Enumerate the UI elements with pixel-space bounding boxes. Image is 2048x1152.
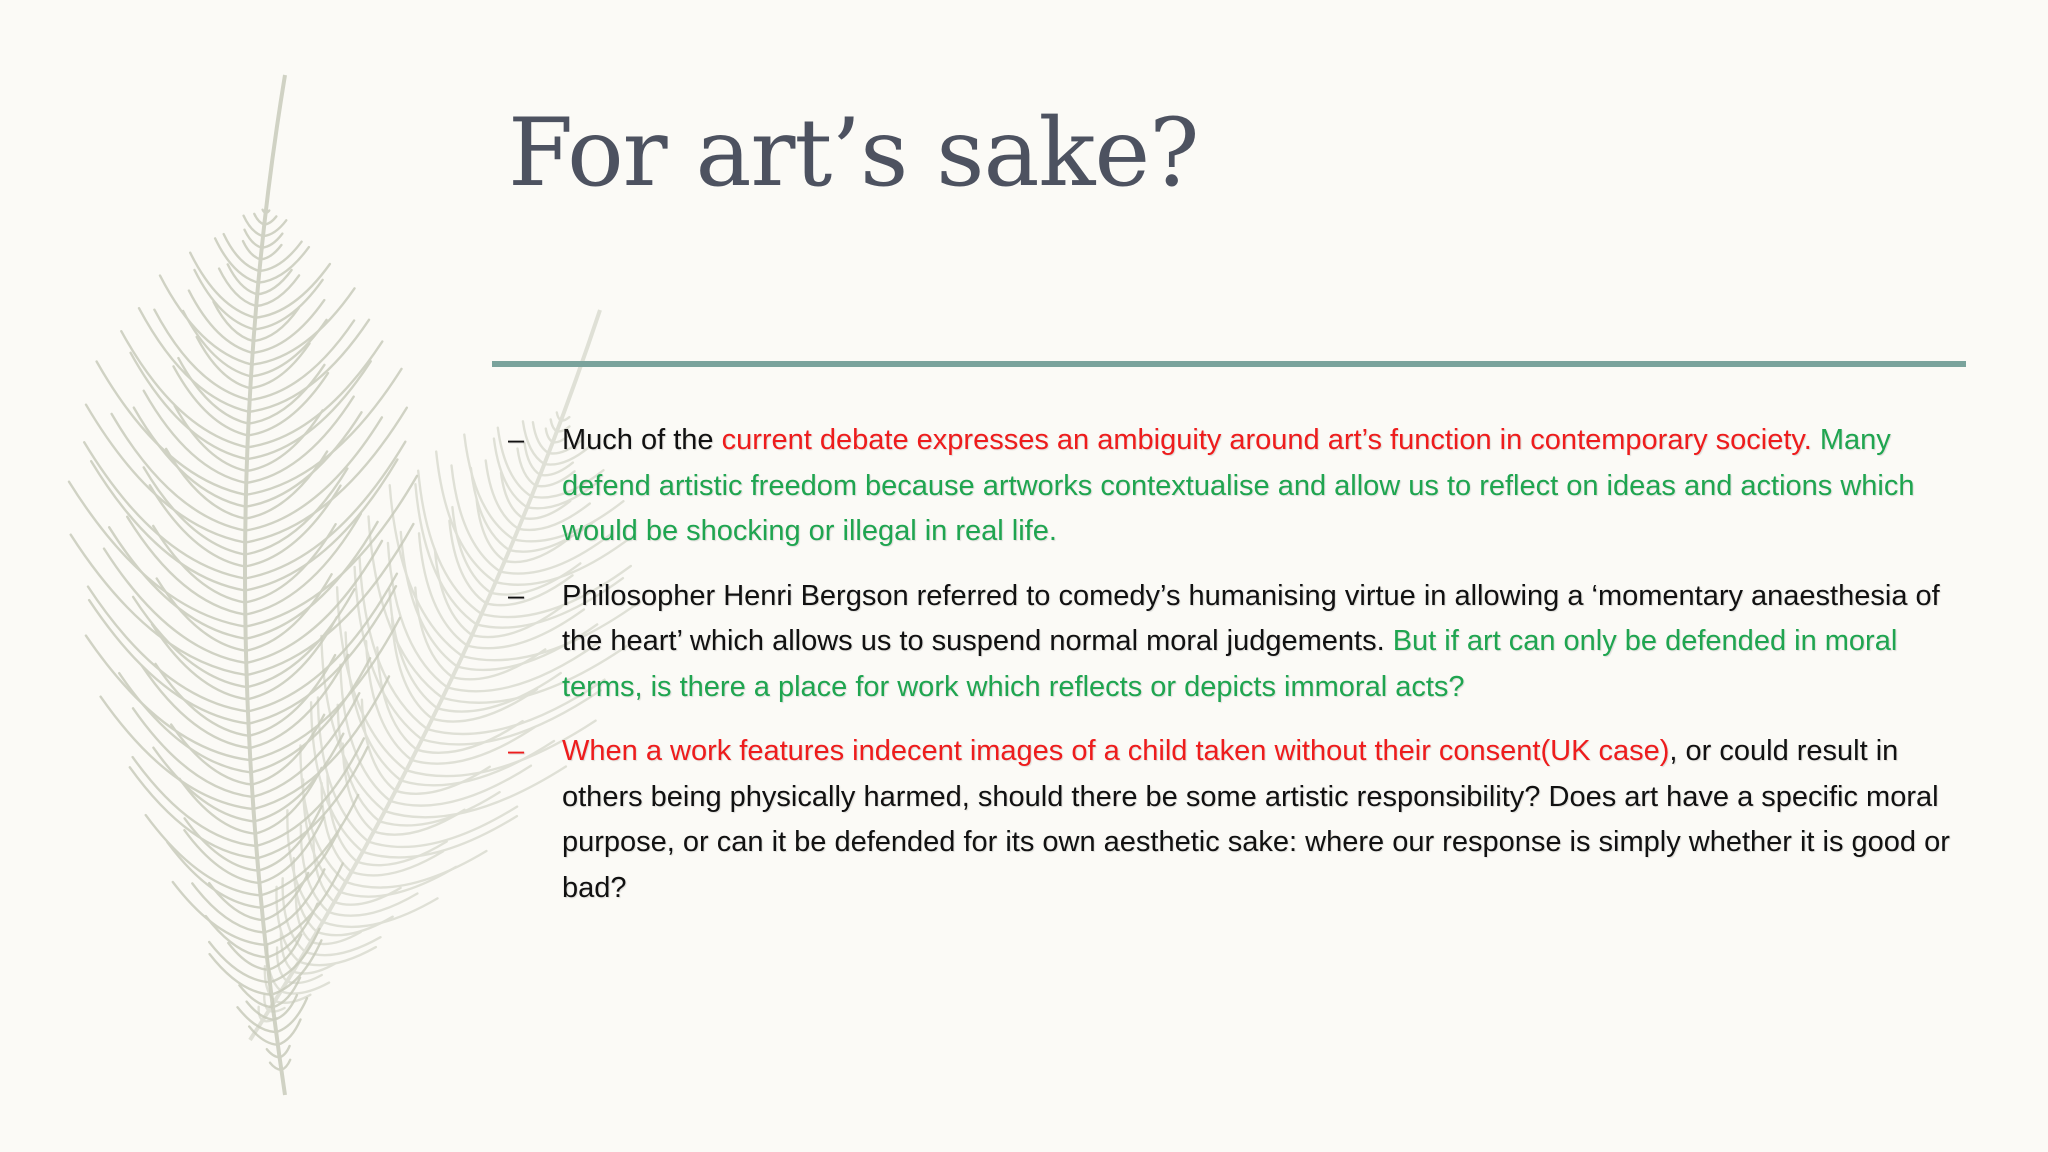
- bullet-text: Much of the: [562, 424, 722, 456]
- bullet-item-2: [508, 574, 1968, 711]
- bullet-dash: –: [508, 424, 525, 456]
- bullet-dash: –: [508, 579, 525, 612]
- bullet-text-green: But if art can only be defended in moral terms, is there a place for work which reflects or depicts immoral acts?: [562, 625, 1898, 703]
- bullet-text: Philosopher Henri Bergson referred to comedy’s humanising virtue in allowing a ‘momentary anaesthesia of the heart’ which allows us to suspend normal moral judgements.: [562, 579, 1940, 657]
- bullet-item-3: [508, 729, 1968, 911]
- title-divider: [492, 361, 1966, 367]
- bullet-text-green: Many defend artistic freedom because artworks contextualise and allow us to reflect on ideas and actions which would be shocking or illegal in real life.: [562, 424, 1915, 547]
- bullet-text-red: When a work features indecent images of a child taken without their consent(UK case): [562, 735, 1670, 767]
- bullet-text: [1812, 424, 1820, 456]
- bullet-list: [508, 418, 1968, 930]
- bullet-dash: –: [508, 735, 525, 767]
- bullet-text-red: current debate expresses an ambiguity around art’s function in contemporary society.: [721, 424, 1812, 456]
- bullet-text: , or could result in others being physically harmed, should there be some artistic responsibility? Does art have a specific moral purpose, or can it be defended for its own aesthetic sake: where our response is simply whether it is good or bad?: [562, 735, 1950, 904]
- slide-title: For art’s sake?: [508, 99, 1199, 208]
- front-feather-icon: [69, 75, 417, 1095]
- bullet-item-1: [508, 418, 1968, 555]
